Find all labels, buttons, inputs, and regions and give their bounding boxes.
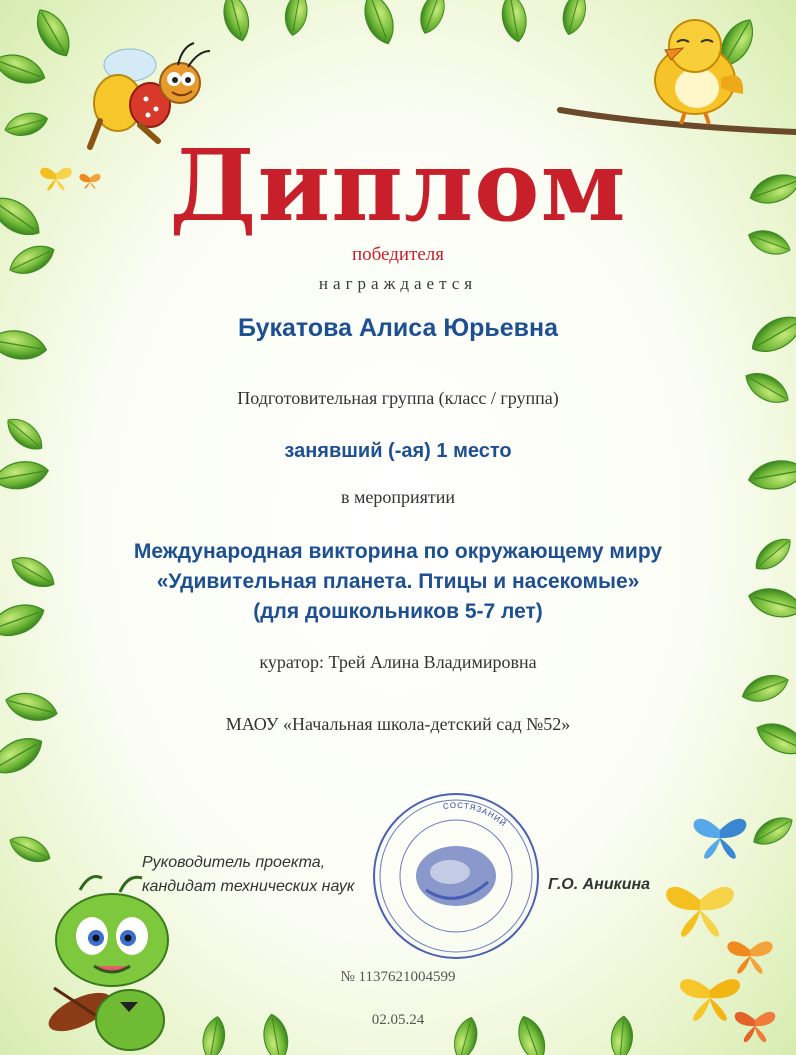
awarded-label: награждается xyxy=(318,274,478,293)
stamp-text: СОСТЯЗАНИЙ xyxy=(442,800,509,829)
group-label: Подготовительная группа (класс / группа) xyxy=(237,388,559,408)
recipient-name: Букатова Алиса Юрьевна xyxy=(237,314,559,342)
diploma-subtitle: победителя xyxy=(351,244,445,265)
organization-label: МАОУ «Начальная школа-детский сад №52» xyxy=(225,714,571,734)
event-title xyxy=(0,537,796,627)
signatory-degree: кандидат технических наук xyxy=(142,878,355,895)
event-title-line: (для дошкольников 5-7 лет) xyxy=(253,600,543,623)
curator-label: куратор: Трей Алина Владимировна xyxy=(259,652,537,672)
event-title-line: Международная викторина по окружающему миру xyxy=(133,540,663,563)
bird-icon xyxy=(625,8,755,138)
signatory-role: Руководитель проекта, xyxy=(142,854,326,871)
signatory-name: Г.О. Аникина xyxy=(548,876,651,893)
place-label: занявший (-ая) 1 место xyxy=(284,440,512,462)
event-title-line: «Удивительная планета. Птицы и насекомые» xyxy=(156,570,640,593)
official-stamp xyxy=(370,790,542,962)
diploma-date: 02.05.24 xyxy=(371,1012,425,1028)
diploma-number: № 1137621004599 xyxy=(340,969,456,985)
event-intro: в мероприятии xyxy=(340,487,456,507)
diploma-title: Диплом xyxy=(169,129,627,244)
